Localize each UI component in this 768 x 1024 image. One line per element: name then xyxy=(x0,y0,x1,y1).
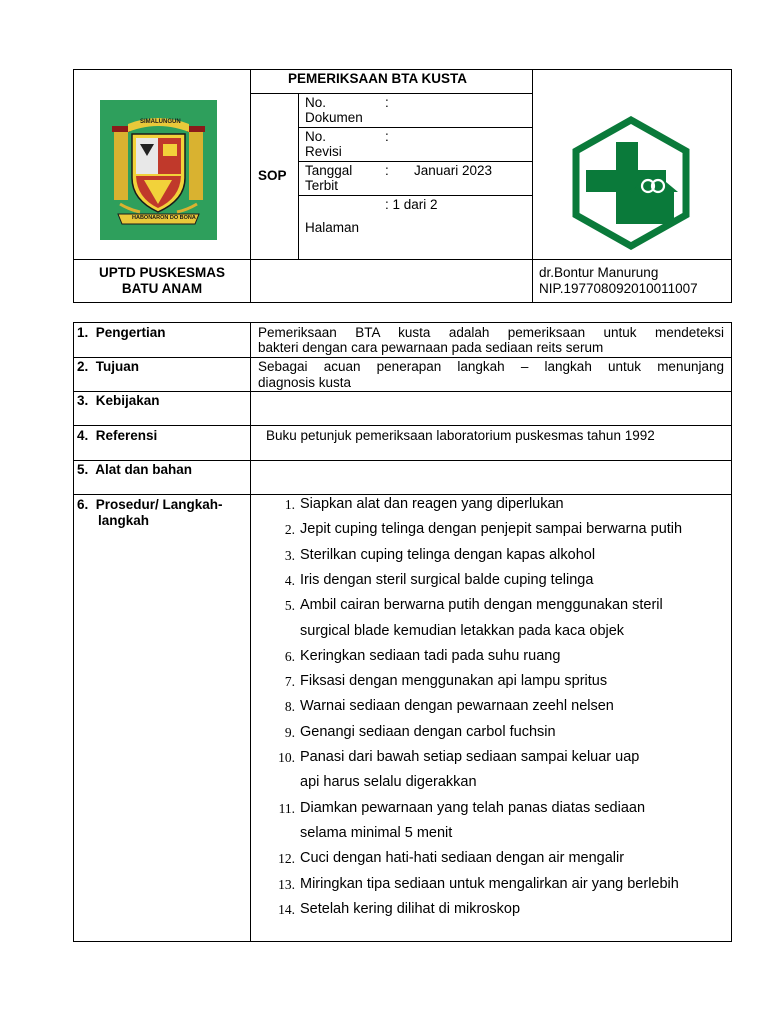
section-label-kebijakan: 3. Kebijakan xyxy=(77,393,160,408)
document-title: PEMERIKSAAN BTA KUSTA xyxy=(288,71,468,86)
no-revisi-label-2: Revisi xyxy=(305,144,342,159)
no-revisi-colon: : xyxy=(385,129,389,144)
procedure-step-text: surgical blade kemudian letakkan pada kaca objek xyxy=(300,622,625,639)
procedure-step-number: 4. xyxy=(284,572,295,588)
no-dokumen-label-2: Dokumen xyxy=(305,110,363,125)
procedure-step-number: 8. xyxy=(284,699,295,715)
emblem-top-text: SIMALUNGUN xyxy=(140,119,181,125)
halaman-value: : 1 dari 2 xyxy=(385,197,438,212)
procedure-step-text: Ambil cairan berwarna putih dengan menggunakan steril xyxy=(300,597,663,614)
halaman-label: Halaman xyxy=(305,220,360,235)
procedure-step-text: api harus selalu digerakkan xyxy=(300,774,477,791)
signer-name: dr.Bontur Manurung xyxy=(539,265,659,280)
pengertian-text-2: bakteri dengan cara pewarnaan pada sediaan reits serum xyxy=(258,340,604,355)
section-label-referensi: 4. Referensi xyxy=(77,428,158,443)
tanggal-colon: : xyxy=(385,163,389,178)
section-label-prosedur-2: langkah xyxy=(98,513,150,528)
no-dokumen-colon: : xyxy=(385,95,389,110)
regency-emblem xyxy=(100,100,217,240)
procedure-step-text: Diamkan pewarnaan yang telah panas diatas sediaan xyxy=(300,799,646,816)
tanggal-label: Tanggal xyxy=(305,163,353,178)
procedure-step-text: Fiksasi dengan menggunakan api lampu spritus xyxy=(300,673,608,690)
procedure-step-number: 10. xyxy=(278,750,295,765)
procedure-step-number: 12. xyxy=(278,851,295,867)
procedure-step-number: 7. xyxy=(284,674,295,690)
procedure-step-text: Iris dengan steril surgical balde cuping telinga xyxy=(300,571,594,588)
section-label-alat-bahan: 5. Alat dan bahan xyxy=(77,462,193,477)
procedure-step-text: Keringkan sediaan tadi pada suhu ruang xyxy=(300,647,561,664)
procedure-step-number: 9. xyxy=(284,724,295,740)
no-dokumen-label: No. xyxy=(305,95,327,110)
pengertian-text-1: Pemeriksaan BTA kusta adalah pemeriksaan untuk mendeteksi xyxy=(258,325,724,340)
signer-nip: NIP.197708092010011007 xyxy=(539,281,698,296)
org-name-line1: UPTD PUSKESMAS xyxy=(98,265,225,280)
tujuan-text-1: Sebagai acuan penerapan langkah – langkah untuk menunjang xyxy=(258,359,724,374)
procedure-step-number: 3. xyxy=(284,547,295,563)
referensi-text: Buku petunjuk pemeriksaan laboratorium puskesmas tahun 1992 xyxy=(266,428,655,443)
procedure-step-text: Setelah kering dilihat di mikroskop xyxy=(300,900,521,917)
tujuan-text-2: diagnosis kusta xyxy=(258,375,352,390)
puskesmas-logo-graphic xyxy=(564,116,698,250)
no-revisi-label: No. xyxy=(305,129,327,144)
procedure-step-number: 6. xyxy=(284,648,295,664)
procedure-step-number: 5. xyxy=(284,598,295,614)
org-name-line2: BATU ANAM xyxy=(121,281,203,296)
tanggal-value: Januari 2023 xyxy=(414,163,493,178)
tanggal-label-2: Terbit xyxy=(305,178,339,193)
puskesmas-logo xyxy=(564,116,698,250)
procedure-step-text: Jepit cuping telinga dengan penjepit sampai berwarna putih xyxy=(300,521,683,538)
procedure-step-number: 2. xyxy=(284,522,295,538)
procedure-step-text: selama minimal 5 menit xyxy=(300,824,453,841)
procedure-step-number: 11. xyxy=(278,800,295,816)
procedure-step-number: 1. xyxy=(284,497,295,512)
procedure-step-text: Sterilkan cuping telinga dengan kapas alkohol xyxy=(300,546,596,563)
sop-label: SOP xyxy=(258,168,287,183)
emblem-motto: HABONARON DO BONA xyxy=(132,215,196,221)
procedure-step-text: Genangi sediaan dengan carbol fuchsin xyxy=(300,723,556,740)
procedure-step-text: Siapkan alat dan reagen yang diperlukan xyxy=(300,496,564,512)
section-label-tujuan: 2. Tujuan xyxy=(77,359,140,374)
procedure-step-text: Panasi dari bawah setiap sediaan sampai keluar uap xyxy=(300,749,640,765)
section-label-prosedur: 6. Prosedur/ Langkah- xyxy=(77,497,223,512)
procedure-step-number: 14. xyxy=(278,901,295,917)
section-label-pengertian: 1. Pengertian xyxy=(77,325,166,340)
procedure-step-text: Warnai sediaan dengan pewarnaan zeehl nelsen xyxy=(300,698,614,715)
procedure-step-text: Cuci dengan hati-hati sediaan dengan air mengalir xyxy=(300,850,625,867)
procedure-step-text: Miringkan tipa sediaan untuk mengalirkan air yang berlebih xyxy=(300,875,679,892)
procedure-step-number: 13. xyxy=(278,876,295,892)
